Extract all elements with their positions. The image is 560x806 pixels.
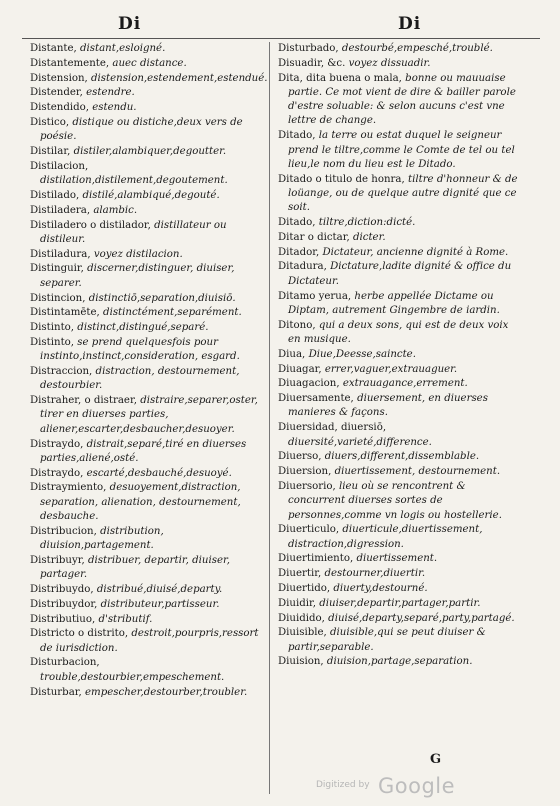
dictionary-entry bbox=[30, 554, 268, 583]
entry-definition: diuersement, en diuerses manieres & façons. bbox=[288, 393, 488, 419]
entry-definition: bonne ou mauuaise partie. Ce mot vient de dire & bailler parole d'estre soluable: & selon aucuns c'est vne lettre de change. bbox=[288, 72, 516, 127]
entry-definition: empescher,destourber,troubler. bbox=[85, 686, 248, 698]
entry-definition: distant,esloigné. bbox=[80, 43, 166, 54]
dictionary-entry bbox=[30, 481, 268, 524]
entry-definition: diuersité,varieté,difference. bbox=[288, 436, 432, 448]
dictionary-entry bbox=[278, 612, 522, 626]
dictionary-entry bbox=[278, 597, 522, 611]
entry-definition: se prend quelquesfois pour instinto,instinct,consideration, esgard. bbox=[40, 336, 240, 363]
dictionary-entry bbox=[278, 421, 522, 450]
entry-definition: distributeur,partisseur. bbox=[100, 598, 220, 610]
entry-definition: distilé,alambiqué,degouté. bbox=[82, 189, 220, 201]
dictionary-entry bbox=[30, 467, 268, 481]
dictionary-entry bbox=[30, 394, 268, 437]
entry-headword: Distilacion, bbox=[30, 160, 89, 172]
entry-headword: Distribuydor, bbox=[30, 598, 98, 610]
dictionary-entry bbox=[30, 525, 268, 554]
entry-headword: Diuertido, bbox=[278, 582, 331, 594]
dictionary-entry bbox=[278, 72, 522, 129]
entry-headword: Dita, dita buena o mala, bbox=[278, 72, 402, 84]
watermark bbox=[0, 754, 560, 806]
dictionary-entry bbox=[278, 246, 522, 260]
entry-definition: destourbé,empesché,troublé. bbox=[341, 43, 493, 54]
entry-headword: Disuadir, &c. bbox=[278, 57, 346, 69]
dictionary-entry bbox=[278, 260, 522, 289]
entry-headword: Diuersamente, bbox=[278, 393, 354, 405]
entry-headword: Distiladera, bbox=[30, 204, 91, 216]
dictionary-entry bbox=[278, 319, 522, 348]
entry-headword: Distraydo, bbox=[30, 438, 84, 450]
entry-headword: Distinguir, bbox=[30, 263, 84, 275]
dictionary-entry bbox=[30, 42, 268, 56]
dictionary-entry bbox=[30, 613, 268, 627]
entry-headword: Diua, bbox=[278, 348, 306, 360]
header-right: Di bbox=[398, 14, 422, 34]
dictionary-entry bbox=[30, 686, 268, 700]
entry-definition: alambic. bbox=[93, 204, 138, 216]
entry-definition: Diue,Deesse,saincte. bbox=[308, 348, 416, 360]
entry-definition: distribué,diuisé,departy. bbox=[96, 583, 223, 595]
entry-headword: Diuersion, bbox=[278, 466, 332, 478]
entry-definition: desuoyement,distraction, separation, alienation, destournement, desbauche. bbox=[40, 482, 241, 522]
dictionary-entry bbox=[30, 189, 268, 203]
entry-definition: diuisé,departy,separé,party,partagé. bbox=[328, 612, 515, 624]
entry-headword: Distraher, o distraer, bbox=[30, 395, 137, 407]
dictionary-entry bbox=[278, 450, 522, 464]
entry-definition: distrait,separé,tiré en diuerses parties,aliené,osté. bbox=[40, 438, 247, 464]
entry-definition: diuision,partage,separation. bbox=[326, 656, 473, 668]
dictionary-entry bbox=[30, 248, 268, 262]
entry-definition: distraire,separer,oster, tirer en diuerses parties, aliener,escarter,desbaucher,desuoyer. bbox=[40, 395, 258, 435]
entry-definition: voyez distilacion. bbox=[93, 248, 183, 260]
entry-headword: Diuagar, bbox=[278, 363, 322, 375]
entry-headword: Ditador, bbox=[278, 246, 320, 258]
entry-headword: Distante, bbox=[30, 43, 77, 54]
dictionary-entry bbox=[278, 523, 522, 552]
dictionary-entry bbox=[30, 336, 268, 365]
entry-definition: diuers,different,dissemblable. bbox=[324, 451, 480, 463]
entry-definition: distique ou distiche,deux vers de poésie. bbox=[40, 116, 243, 143]
right-column bbox=[278, 42, 522, 670]
entry-definition: trouble,destourbier,empeschement. bbox=[40, 671, 225, 683]
dictionary-entry bbox=[278, 290, 522, 319]
entry-definition: distinct,distingué,separé. bbox=[77, 322, 209, 334]
entry-headword: Diuersidad, diuersiō, bbox=[278, 422, 387, 434]
entry-headword: Distribucion, bbox=[30, 525, 97, 537]
entry-definition: distribuer, departir, diuiser, partager. bbox=[40, 554, 230, 581]
entry-definition: diuerticule,diuertissement, distraction,digression. bbox=[288, 524, 483, 550]
entry-headword: Diuagacion, bbox=[278, 378, 340, 390]
entry-definition: dicter. bbox=[352, 231, 386, 243]
dictionary-entry bbox=[30, 365, 268, 394]
entry-headword: Disturbado, bbox=[278, 43, 339, 54]
entry-headword: Distraccion, bbox=[30, 366, 93, 378]
dictionary-entry bbox=[30, 145, 268, 159]
entry-headword: Ditado o titulo de honra, bbox=[278, 173, 405, 185]
dictionary-entry bbox=[30, 627, 268, 656]
dictionary-entry bbox=[278, 655, 522, 669]
signature-mark: G bbox=[430, 752, 442, 767]
entry-headword: Disturbacion, bbox=[30, 657, 100, 669]
dictionary-entry bbox=[278, 348, 522, 362]
entry-definition: estendu. bbox=[92, 102, 137, 114]
entry-headword: Distiladura, bbox=[30, 248, 91, 260]
dictionary-entry bbox=[30, 598, 268, 612]
entry-definition: discerner,distinguer, diuiser, separer. bbox=[40, 263, 235, 289]
watermark-prefix: Digitized by bbox=[316, 780, 370, 790]
dictionary-entry bbox=[278, 465, 522, 479]
entry-headword: Districto o distrito, bbox=[30, 628, 129, 640]
entry-definition: diuerty,destourné. bbox=[333, 582, 428, 594]
dictionary-entry bbox=[278, 42, 522, 56]
entry-headword: Diuertimiento, bbox=[278, 553, 354, 565]
entry-headword: Ditar o dictar, bbox=[278, 231, 350, 243]
entry-definition: lieu où se rencontrent & concurrent diuerses sortes de personnes,comme vn logis ou hostellerie. bbox=[288, 480, 502, 521]
entry-definition: distraction, destournement, destourbier. bbox=[40, 366, 240, 392]
entry-headword: Distributiuo, bbox=[30, 613, 96, 625]
dictionary-entry bbox=[30, 116, 268, 145]
entry-definition: la terre ou estat duquel le seigneur prend le tiltre,comme le Comte de tel ou tel lieu,le nom du lieu est le Ditado. bbox=[288, 130, 515, 170]
entry-headword: Distilado, bbox=[30, 189, 80, 201]
entry-definition: estendre. bbox=[86, 87, 135, 99]
entry-headword: Distender, bbox=[30, 87, 83, 99]
entry-headword: Diuidir, bbox=[278, 597, 317, 609]
left-column bbox=[30, 42, 268, 700]
entry-headword: Ditadura, bbox=[278, 261, 327, 273]
entry-definition: auec distance. bbox=[112, 57, 187, 69]
entry-headword: Distendido, bbox=[30, 102, 90, 114]
entry-definition: herbe appellée Dictame ou Diptam, autrement Gingembre de iardin. bbox=[288, 290, 500, 316]
column-divider bbox=[269, 42, 270, 794]
entry-headword: Diuision, bbox=[278, 656, 324, 668]
entry-headword: Diuertir, bbox=[278, 568, 322, 580]
entry-definition: tiltre,diction:dicté. bbox=[318, 217, 416, 229]
dictionary-entry bbox=[30, 321, 268, 335]
dictionary-entry bbox=[30, 101, 268, 115]
entry-headword: Distinto, bbox=[30, 322, 75, 334]
dictionary-entry bbox=[30, 438, 268, 467]
entry-headword: Diuidido, bbox=[278, 612, 325, 624]
dictionary-entry bbox=[30, 656, 268, 685]
entry-definition: d'stributif. bbox=[98, 613, 153, 625]
entry-definition: diuisible,qui se peut diuiser & partir,separable. bbox=[288, 627, 486, 653]
dictionary-entry bbox=[278, 480, 522, 523]
dictionary-entry bbox=[30, 219, 268, 248]
dictionary-entry bbox=[278, 582, 522, 596]
entry-headword: Distincion, bbox=[30, 292, 86, 304]
dictionary-entry bbox=[30, 160, 268, 189]
entry-definition: distinctément,separément. bbox=[103, 307, 242, 319]
entry-definition: errer,vaguer,extrauaguer. bbox=[324, 363, 458, 375]
entry-headword: Ditado, bbox=[278, 130, 316, 142]
entry-headword: Diuersorio, bbox=[278, 480, 336, 492]
dictionary-entry bbox=[278, 567, 522, 581]
dictionary-entry bbox=[30, 262, 268, 291]
dictionary-entry bbox=[278, 231, 522, 245]
entry-definition: distiler,alambiquer,degoutter. bbox=[73, 146, 227, 158]
entry-headword: Diuisible, bbox=[278, 627, 327, 639]
dictionary-entry bbox=[278, 377, 522, 391]
dictionary-entry bbox=[278, 392, 522, 421]
dictionary-entry bbox=[278, 363, 522, 377]
entry-definition: Dictature,ladite dignité & office du Dictateur. bbox=[288, 261, 512, 287]
dictionary-entry bbox=[30, 204, 268, 218]
entry-headword: Distribuydo, bbox=[30, 583, 94, 595]
entry-headword: Distiladero o distilador, bbox=[30, 219, 151, 231]
dictionary-entry bbox=[30, 72, 268, 86]
dictionary-entry bbox=[30, 292, 268, 306]
dictionary-entry bbox=[278, 129, 522, 172]
entry-definition: distension,estendement,estendué. bbox=[91, 72, 268, 84]
entry-definition: tiltre d'honneur & de loüange, ou de quelque autre dignité que ce soit. bbox=[288, 173, 518, 214]
entry-definition: distilation,distilement,degoutement. bbox=[40, 175, 228, 187]
entry-headword: Distico, bbox=[30, 116, 70, 128]
entry-headword: Diuerticulo, bbox=[278, 524, 340, 536]
entry-headword: Diuerso, bbox=[278, 451, 322, 463]
entry-definition: voyez dissuadir. bbox=[348, 57, 431, 69]
entry-definition: escarté,desbauché,desuoyé. bbox=[86, 467, 232, 479]
entry-definition: destourner,diuertir. bbox=[324, 568, 426, 580]
dictionary-entry bbox=[30, 57, 268, 71]
entry-definition: diuiser,departir,partager,partir. bbox=[319, 597, 481, 609]
entry-headword: Distintamēte, bbox=[30, 307, 100, 319]
header-rule bbox=[22, 38, 540, 39]
dictionary-entry bbox=[30, 306, 268, 320]
entry-definition: diuertissement, destournement. bbox=[334, 466, 501, 478]
entry-definition: Dictateur, ancienne dignité à Rome. bbox=[322, 246, 509, 258]
entry-definition: qui a deux sons, qui est de deux voix en musique. bbox=[288, 319, 509, 345]
entry-headword: Distraydo, bbox=[30, 467, 84, 479]
entry-definition: extrauagance,errement. bbox=[342, 378, 468, 390]
dictionary-entry bbox=[278, 552, 522, 566]
entry-headword: Ditado, bbox=[278, 217, 316, 229]
google-logo: Google bbox=[378, 774, 456, 798]
entry-headword: Distilar, bbox=[30, 146, 71, 158]
entry-headword: Distantemente, bbox=[30, 57, 110, 69]
entry-definition: destroit,pourpris,ressort de iurisdiction. bbox=[40, 628, 259, 654]
running-header bbox=[0, 14, 560, 38]
entry-headword: Disturbar, bbox=[30, 686, 82, 698]
dictionary-entry bbox=[278, 626, 522, 655]
dictionary-entry bbox=[278, 216, 522, 230]
entry-headword: Distribuyr, bbox=[30, 554, 85, 566]
entry-headword: Distinto, bbox=[30, 336, 75, 348]
entry-headword: Ditono, bbox=[278, 319, 316, 331]
dictionary-entry bbox=[30, 86, 268, 100]
header-left: Di bbox=[118, 14, 142, 34]
entry-definition: distillateur ou distileur. bbox=[40, 219, 227, 245]
entry-definition: distinctiō,separation,diuisiō. bbox=[88, 292, 236, 304]
entry-definition: distribution, diuision,partagement. bbox=[40, 525, 164, 552]
dictionary-entry bbox=[278, 57, 522, 71]
dictionary-entry bbox=[278, 173, 522, 216]
entry-headword: Distraymiento, bbox=[30, 482, 107, 494]
entry-headword: Distension, bbox=[30, 72, 88, 84]
dictionary-entry bbox=[30, 583, 268, 597]
entry-definition: diuertissement. bbox=[356, 553, 438, 565]
entry-headword: Ditamo yerua, bbox=[278, 290, 352, 302]
